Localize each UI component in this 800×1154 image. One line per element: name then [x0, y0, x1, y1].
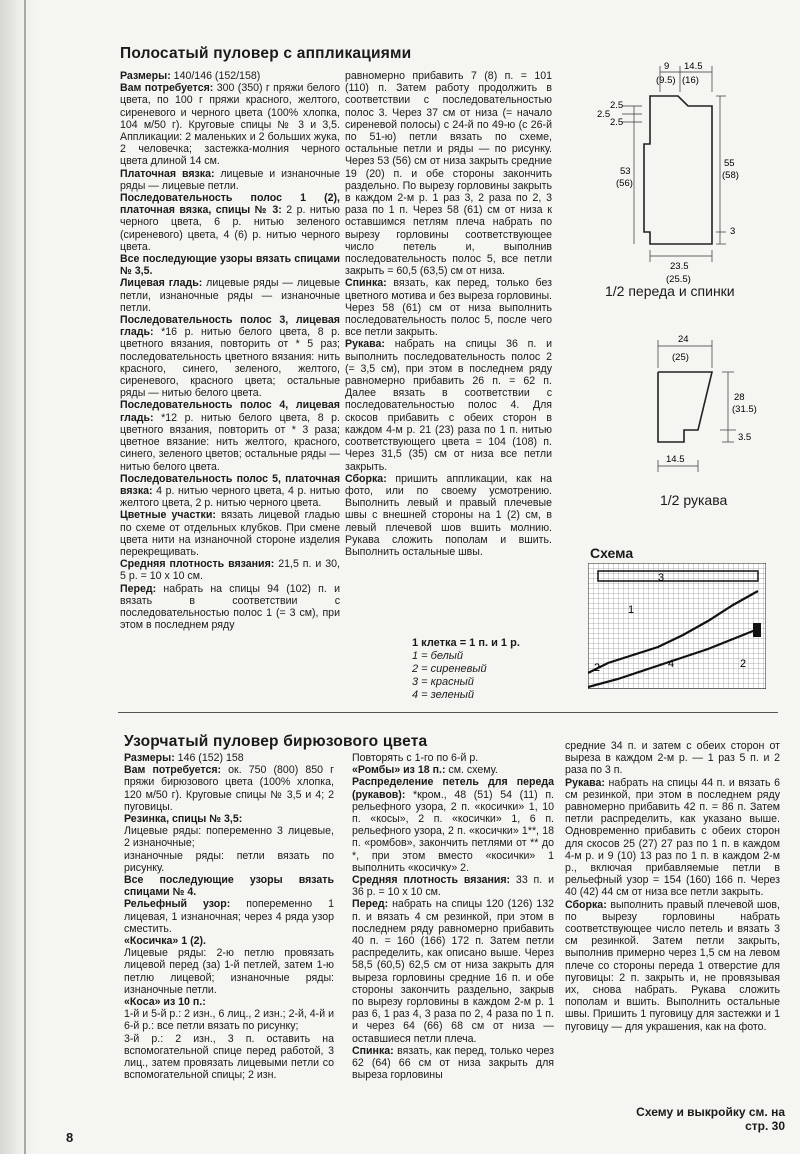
- paragraph: [352, 776, 554, 874]
- paragraph-heading: Рельефный узор:: [124, 898, 231, 911]
- paragraph-text: *16 р. нитью белого цвета, 8 р. цветного вязания, повторить от * 5 раз; последовательность цветного вязания: нить красного, синего, зеленого, желтого, сиреневого, красного цвета; остальные ряды — нитью белого цвета.: [120, 326, 340, 400]
- legend-item: 4 = зеленый: [412, 689, 474, 701]
- paragraph-text: вязать лицевой гладью по схеме от отдельных клубков. При смене цвета нити на изнаночной стороне изделия перекрещивать.: [120, 509, 340, 558]
- paragraph-text: 2 р. нитью черного цвета, 6 р. нитью зеленого (сиреневого) цвета, 4 (6) р. нитью черного цвета.: [120, 204, 340, 253]
- dim-top-1: 9: [664, 62, 670, 72]
- article2-column-3: [565, 740, 780, 1033]
- paragraph-heading: Перед:: [352, 898, 389, 911]
- sleeve-dim-right: 3.5: [738, 432, 752, 443]
- paragraph-text: 21,5 п. и 30, 5 р. = 10 х 10 см.: [120, 558, 340, 583]
- paragraph-text: см. схему.: [445, 764, 498, 777]
- paragraph: [120, 558, 340, 582]
- paragraph: [124, 874, 334, 898]
- paragraph: [352, 1045, 554, 1082]
- paragraph-text: ок. 750 (800) 850 г пряжи бирюзового цвета (100% хлопка, 120 м/50 г). Круговые спицы № 3,5 и 4; 2 пуговицы.: [124, 764, 334, 813]
- dim-left-3: 2.5: [610, 117, 624, 128]
- paragraph: [120, 277, 340, 314]
- paragraph: [345, 277, 552, 338]
- paragraph-heading: Спинка:: [345, 277, 387, 290]
- paragraph-heading: Последовательность полос 4, лицевая гладь:: [120, 399, 340, 424]
- paragraph: [120, 192, 340, 253]
- paragraph-heading: Все последующие узоры вязать спицами № 4.: [124, 874, 334, 899]
- legend-main: 1 клетка = 1 п. и 1 р.: [412, 637, 520, 649]
- article2-column-1: [124, 752, 334, 1081]
- paragraph: [120, 253, 340, 277]
- paragraph-text: изнаночные ряды: петли вязать по рисунку.: [124, 849, 334, 874]
- page-spine: [0, 0, 38, 1154]
- article2-column-2: [352, 752, 554, 1081]
- knitting-scheme-grid: [588, 563, 766, 689]
- paragraph: [345, 473, 552, 558]
- paragraph-heading: Вам потребуется:: [120, 82, 214, 95]
- paragraph-text: 3-й р.: 2 изн., 3 п. оставить на вспомогательной спице перед работой, 3 лиц., затем провязать лицевыми петли со вспомогательной спицы; 2 изн.: [124, 1032, 334, 1082]
- paragraph: [120, 168, 340, 192]
- paragraph: [124, 898, 334, 935]
- paragraph-heading: Размеры:: [124, 752, 175, 764]
- paragraph: [124, 996, 334, 1008]
- paragraph: [124, 825, 334, 849]
- paragraph-text: 300 (350) г пряжи белого цвета, по 100 г пряжи красного, желтого, сиреневого и черного цвета (100% хлопка, 104 м/50 г). Круговые спицы № 3 и 3,5. Аппликации: 2 маленьких и 2 больших жука, 2 человечка; застежка-молния черного цвета длиной 14 см.: [120, 82, 340, 168]
- scheme-label-1: 1: [628, 604, 635, 616]
- paragraph-heading: Перед:: [120, 582, 157, 595]
- paragraph-text: набрать на спицы 44 п. и вязать 6 см резинкой, при этом в последнем ряду равномерно прибавить 42 п. = 86 п. Затем петли распределить, как указано выше. Одновременно прибавить с обеих сторон для скосов 25 (27) 27 раз по 1 п. в каждом 4-м р. и 9 (10) 13 раз по 1 п. в каждом 2-м р., включая прибавляемые петли в рельефный узор = 154 (160) 166 п. Через 40 (42) 44 см от низа все петли закрыть.: [565, 776, 780, 899]
- paragraph-heading: Лицевая гладь:: [120, 277, 203, 290]
- paragraph-text: набрать на спицы 120 (126) 132 п. и вязать 4 см резинкой, при этом в последнем ряду равномерно прибавить 40 п. = 160 (166) 172 п. Затем петли распределить, как описано выше. Через 58,5 (60,5) 62,5 см от низа закрыть для выреза горловины средние 16 п. и обе стороны закончить раздельно, закрыв по вырезу горловины в каждом 2-м р. 1 раз 6, 1 раз 4, 3 раза по 2, 4 раза по 1 п. и через 64 (66) 68 см от низа — оставшиеся петли плеча.: [352, 898, 554, 1045]
- spine-fold-line: [24, 0, 26, 1154]
- paragraph-text: 140/146 (152/158): [170, 70, 261, 82]
- article1-column-1: [120, 70, 340, 631]
- paragraph-text: вязать, как перед, только через 62 (64) 66 см от низа закрыть для выреза горловины: [352, 1044, 554, 1082]
- sleeve-dim-top-b: (25): [672, 352, 689, 363]
- paragraph-text: *кром., 48 (51) 54 (11) п. рельефного узора, 2 п. «косички» 1, 10 п. «косы», 2 п. «косички» 1, 6 п. рельефного узора, 2 п. «косички» 1**, 18 п. «ромбов», закончить петлями от ** до *, при этом вместо «косички» 1 выполнить «косичку» 2.: [352, 788, 554, 874]
- paragraph-heading: Рукава:: [345, 338, 385, 351]
- dim-left-1: 2.5: [610, 100, 624, 111]
- paragraph: [124, 850, 334, 874]
- paragraph-text: лицевые ряды — лицевые петли, изнаночные ряды — изнаночные петли.: [120, 277, 340, 314]
- legend-item: 2 = сиреневый: [412, 663, 487, 675]
- sleeve-pattern-figure: [640, 332, 790, 482]
- paragraph: [565, 899, 780, 1033]
- article2-title: Узорчатый пуловер бирюзового цвета: [124, 733, 428, 750]
- page-number: 8: [66, 1130, 74, 1145]
- paragraph: [124, 947, 334, 996]
- paragraph-heading: «Ромбы» из 18 п.:: [352, 764, 446, 777]
- paragraph: [120, 473, 340, 510]
- paragraph: [124, 1008, 334, 1032]
- paragraph-heading: Последовательность полос 5, платочная вязка:: [120, 472, 340, 497]
- paragraph-text: вязать, как перед, только без цветного мотива и без выреза горловины. Через 58 (61) см от низа выполнить последовательность полос 5, после чего все петли закрыть.: [345, 277, 552, 339]
- paragraph-text: 4 р. нитью черного цвета, 4 р. нитью желтого цвета, 2 р. нитью черного цвета.: [120, 484, 340, 510]
- paragraph-heading: Спинка:: [352, 1044, 394, 1057]
- paragraph: [124, 813, 334, 825]
- scheme-label-2a: 2: [594, 662, 601, 674]
- paragraph-text: средние 34 п. и затем с обеих сторон от выреза в каждом 2-м р. — 1 раз 5 п. и 2 раза по 3 п.: [565, 740, 780, 777]
- paragraph-text: Повторять с 1-го по 6-й р.: [352, 752, 479, 764]
- paragraph: [352, 764, 554, 776]
- paragraph-heading: Средняя плотность вязания:: [120, 558, 275, 571]
- dim-height-2b: (58): [722, 170, 739, 181]
- paragraph: [120, 314, 340, 399]
- paragraph-heading: Цветные участки:: [120, 509, 216, 522]
- paragraph-text: 1-й и 5-й р.: 2 изн., 6 лиц., 2 изн.; 2-й, 4-й и 6-й р.: все петли вязать по рисунку;: [124, 1008, 334, 1033]
- paragraph-heading: Платочная вязка:: [120, 167, 215, 180]
- paragraph: [565, 740, 780, 777]
- paragraph-heading: Вам потребуется:: [124, 764, 222, 777]
- sleeve-dim-height-b: (31.5): [732, 404, 757, 415]
- paragraph: [352, 874, 554, 898]
- paragraph-text: набрать на спицы 94 (102) п. и вязать в соответствии с последовательностью полос 1 (= 3 см), при этом в последнем ряду: [120, 582, 340, 632]
- paragraph-heading: Резинка, спицы № 3,5:: [124, 813, 243, 826]
- paragraph-text: 146 (152) 158: [174, 752, 244, 764]
- paragraph-text: выполнить правый плечевой шов, по вырезу горловины набрать соответствующее число петель и вязать 3 см резинкой. Затем петли закрыть, выполнив примерно через 1,5 см на левом плече со стороны переда 1 отверстие для пуговицы: 2 п. закрыть и, не провязывая их, снова набрать. Рукава сложить пополам и вшить. Выполнить остальные швы. Пришить 1 пуговицу для застежки и 1 пуговицу — для украшения, как на фото.: [565, 898, 780, 1033]
- dim-height-1: 53: [620, 166, 631, 177]
- paragraph: [124, 935, 334, 947]
- paragraph-text: 33 п. и 36 р. = 10 х 10 см.: [352, 874, 554, 899]
- legend-item: 1 = белый: [412, 650, 464, 662]
- scheme-label-3: 3: [658, 572, 665, 584]
- dim-top-2: 14.5: [684, 62, 703, 72]
- paragraph: [120, 509, 340, 558]
- paragraph: [352, 898, 554, 1044]
- dim-top-3: (9.5): [656, 75, 676, 86]
- paragraph-heading: Размеры:: [120, 70, 171, 82]
- paragraph-heading: «Косичка» 1 (2).: [124, 935, 206, 948]
- article1-title: Полосатый пуловер с аппликациями: [120, 45, 412, 62]
- paragraph-heading: Все последующие узоры вязать спицами № 3,5.: [120, 253, 340, 278]
- paragraph: [345, 70, 552, 277]
- paragraph: [120, 82, 340, 167]
- paragraph-text: *12 р. нитью белого цвета, 8 р. цветного вязания, повторить от * 3 раза; цветное вязание: нить желтого, красного, синего, зеленого цветов; остальные ряды — нитью белого цвета.: [120, 411, 340, 473]
- paragraph-text: набрать на спицы 36 п. и выполнить последовательность полос 2 (= 3,5 см), при этом в последнем ряду равномерно прибавить 26 п. = 62 п. Далее вязать в соответствии с последовательностью полос 4. Для скосов прибавить с обеих сторон в каждом 4-м р. 21 (23) раза по 1 п. нитью соответствующего цвета = 104 (108) п. Через 31,5 (35) см от низа все петли закрыть.: [345, 338, 552, 473]
- paragraph-heading: Сборка:: [345, 472, 387, 485]
- dim-left-2: 2.5: [597, 109, 611, 120]
- paragraph: [565, 777, 780, 899]
- scheme-label-4: 4: [668, 658, 675, 670]
- sleeve-dim-bottom: 14.5: [666, 454, 685, 465]
- dim-height-2: 55: [724, 158, 735, 169]
- paragraph: [120, 399, 340, 472]
- paragraph: [124, 1033, 334, 1082]
- front-back-pattern-figure: [592, 62, 792, 284]
- scheme-title: Схема: [590, 545, 634, 561]
- paragraph-heading: Распределение петель для переда (рукавов):: [352, 776, 554, 801]
- paragraph: [120, 70, 340, 82]
- paragraph-text: Лицевые ряды: 2-ю петлю провязать лицевой перед (за) 1-й петлей, затем 1-ю петлю лицевой; изнаночные ряды: изнаночные петли.: [124, 947, 334, 996]
- paragraph: [120, 583, 340, 632]
- dim-height-1b: (56): [616, 178, 633, 189]
- paragraph-heading: «Коса» из 10 п.:: [124, 996, 206, 1009]
- scheme-legend: [412, 637, 520, 702]
- dim-width-b: (25.5): [666, 274, 691, 284]
- paragraph-heading: Рукава:: [565, 776, 605, 789]
- front-back-caption: 1/2 переда и спинки: [605, 283, 735, 299]
- dim-top-4: (16): [682, 75, 699, 86]
- paragraph-text: попеременно 1 лицевая, 1 изнаночная; через 4 ряда узор сместить.: [124, 898, 334, 935]
- paragraph-text: равномерно прибавить 7 (8) п. = 101 (110) п. Затем работу продолжить в соответствии с последовательностью полос 3. Через 37 см от низа (= начало сиреневой полосы) с 24-й по 49-ю (с 26-й по 51-ю) петли вязать по схеме, остальные петли и ряды — по рисунку. Через 53 (56) см от низа закрыть средние 19 (20) п. и обе стороны закончить раздельно. По вырезу горловины закрыть в каждом 2-м р. 1 раз 3, 2 раза по 2, 3 раза по 1 п. Через 58 (61) см от низа к оставшимся петлям плеча набрать по вырезу горловины соответствующее число петель и, выполнив последовательность полос 5, все петли закрыть = 60,5 (63,5) см от низа.: [345, 70, 552, 278]
- dim-width: 23.5: [670, 261, 689, 272]
- sleeve-dim-top: 24: [678, 334, 689, 345]
- paragraph: [124, 752, 334, 764]
- paragraph-text: пришить аппликации, как на фото, или по своему усмотрению. Выполнить левый и правый плечевые швы с внешней стороны на 1 (2) см, в левый плечевой шов вшить молнию. Рукава сложить пополам и вшить. Выполнить остальные швы.: [345, 472, 552, 558]
- paragraph: [352, 752, 554, 764]
- pattern-reference-note: Схему и выкройку см. на стр. 30: [636, 1105, 785, 1133]
- paragraph-text: лицевые и изнаночные ряды — лицевые петли.: [120, 167, 340, 192]
- paragraph: [124, 764, 334, 813]
- legend-item: 3 = красный: [412, 676, 474, 688]
- sleeve-dim-height: 28: [734, 392, 745, 403]
- article1-column-2: [345, 70, 552, 558]
- paragraph-heading: Средняя плотность вязания:: [352, 874, 511, 887]
- scheme-label-2b: 2: [740, 658, 747, 670]
- sleeve-caption: 1/2 рукава: [660, 492, 728, 508]
- paragraph-heading: Последовательность полос 1 (2), платочная вязка, спицы № 3:: [120, 192, 340, 217]
- dim-right-3: 3: [730, 226, 736, 237]
- paragraph-heading: Сборка:: [565, 898, 607, 911]
- paragraph-text: Лицевые ряды: попеременно 3 лицевые, 2 изнаночные;: [124, 825, 334, 850]
- section-divider: [118, 712, 778, 713]
- paragraph: [345, 338, 552, 472]
- paragraph-heading: Последовательность полос 3, лицевая гладь:: [120, 314, 340, 339]
